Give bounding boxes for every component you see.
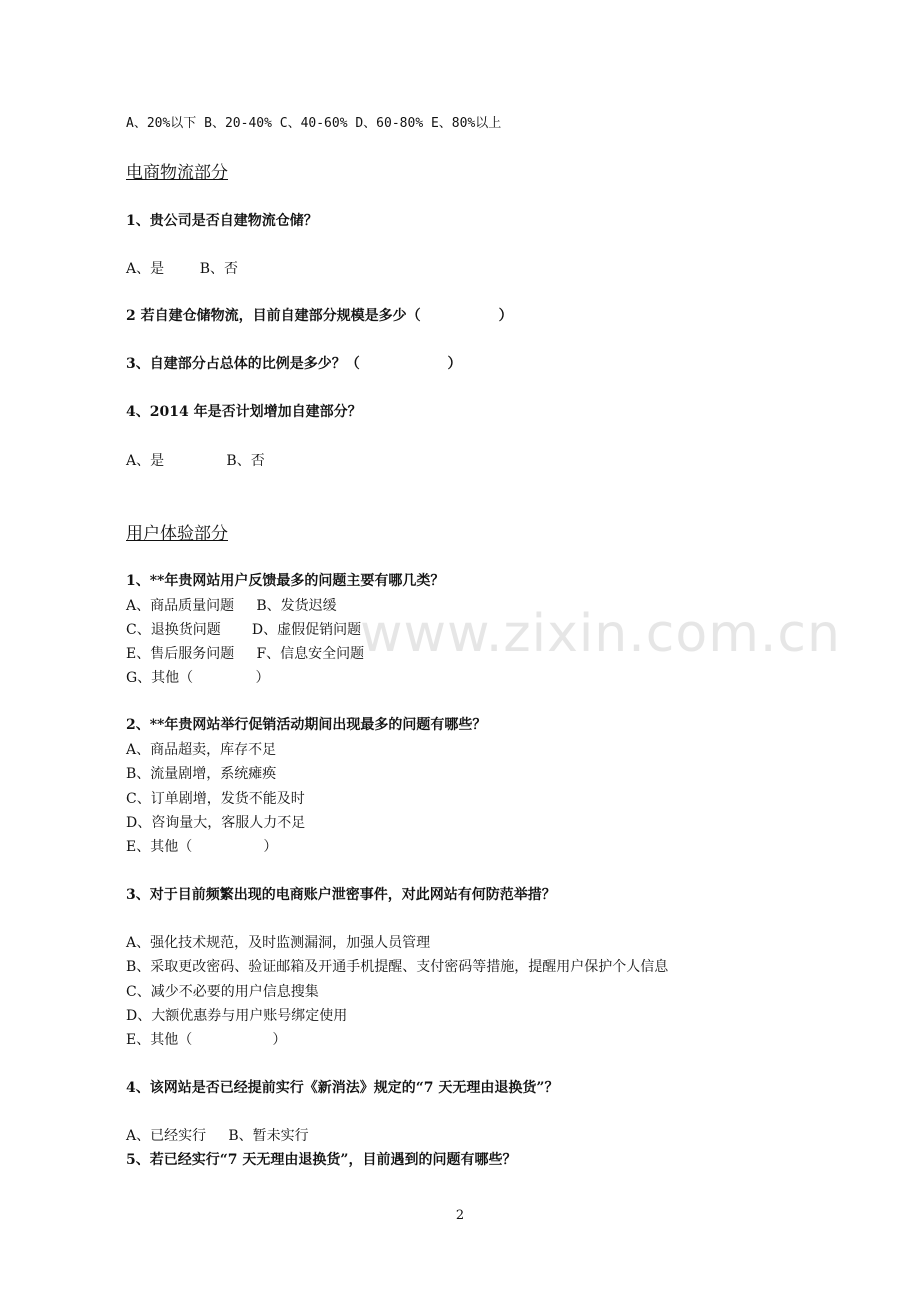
ux-q3-option: A、强化技术规范，及时监测漏洞，加强人员管理 (126, 935, 431, 951)
ux-question-3: 3、对于目前频繁出现的电商账户泄密事件，对此网站有何防范举措？ (126, 887, 556, 903)
ux-q1-option: E、售后服务问题 F、信息安全问题 (126, 646, 365, 662)
ux-q3-option: C、减少不必要的用户信息搜集 (126, 984, 319, 1000)
section-title-user-experience: 用户体验部分 (126, 524, 228, 544)
ux-q2-option: E、其他（ ） (126, 839, 278, 855)
ux-question-1: 1、**年贵网站用户反馈最多的问题主要有哪几类？ (126, 573, 445, 589)
ux-q1-option: A、商品质量问题 B、发货迟缓 (126, 598, 337, 614)
question-3: 3、自建部分占总体的比例是多少？（ ） (126, 356, 462, 372)
ux-q2-option: D、咨询量大，客服人力不足 (126, 815, 306, 831)
question-1: 1、贵公司是否自建物流仓储？ (126, 213, 318, 229)
page-number: 2 (455, 1208, 465, 1223)
ux-q4-options: A、已经实行 B、暂未实行 (126, 1128, 309, 1144)
section-title-logistics: 电商物流部分 (126, 163, 228, 183)
ux-q2-option: C、订单剧增，发货不能及时 (126, 791, 305, 807)
ux-q2-option: B、流量剧增，系统瘫痪 (126, 766, 277, 782)
question-4: 4、2014 年是否计划增加自建部分？ (126, 404, 362, 420)
question-4-options: A、是 B、否 (126, 453, 265, 469)
ux-q2-option: A、商品超卖，库存不足 (126, 742, 277, 758)
ux-question-4: 4、该网站是否已经提前实行《新消法》规定的“7 天无理由退换货”？ (126, 1080, 559, 1096)
ux-q3-option: E、其他（ ） (126, 1032, 287, 1048)
ux-question-5: 5、若已经实行“7 天无理由退换货”，目前遇到的问题有哪些？ (126, 1152, 517, 1168)
watermark: www.zixin.com.cn (360, 604, 841, 664)
ux-question-2: 2、**年贵网站举行促销活动期间出现最多的问题有哪些？ (126, 717, 487, 733)
ux-q1-option: G、其他（ ） (126, 670, 270, 686)
question-1-options: A、是 B、否 (126, 261, 238, 277)
ux-q3-option: B、采取更改密码、验证邮箱及开通手机提醒、支付密码等措施，提醒用户保护个人信息 (126, 959, 669, 975)
top-options-line: A、20%以下 B、20-40% C、40-60% D、60-80% E、80%以上 (126, 116, 502, 131)
ux-q3-option: D、大额优惠券与用户账号绑定使用 (126, 1008, 348, 1024)
question-2: 2 若自建仓储物流，目前自建部分规模是多少（ ） (126, 308, 513, 324)
ux-q1-option: C、退换货问题 D、虚假促销问题 (126, 622, 362, 638)
